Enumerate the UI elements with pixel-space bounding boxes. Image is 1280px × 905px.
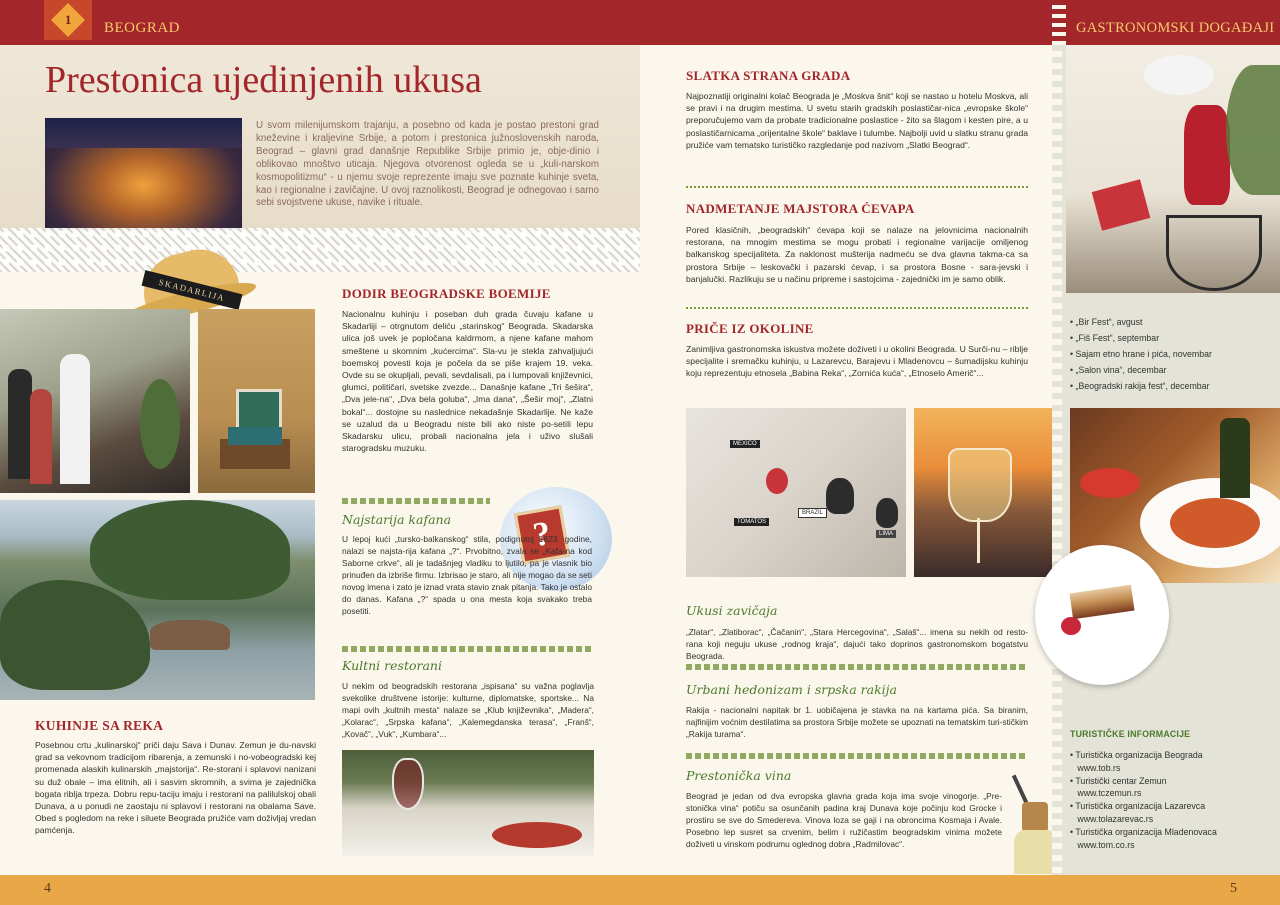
wall-sign-lima: LIMA	[876, 530, 896, 538]
info-item: • Turistička organizacija Beograda www.tob.rs	[1070, 750, 1203, 773]
cevapi-text: Pored klasičnih, „beogradskih“ ćevapa koji se nalaze na jelovnicima nacionalnih restorana, na mnogim mestima se mogu probati i regionalne varijacije omiljenog balkanskog specijaliteta. Za naklonost mušterija nadmeću se dva glavna takma-ca sa prostora Srbije – leskovački i pazarski ćevap, i sa prostora Bosne - sara-jevski i banjalučki. Razlikuju se u načinu pripreme i sastojcima - zajednički im je samo oblik.	[686, 225, 1028, 284]
sidebar-zigzag	[1052, 45, 1062, 875]
page-number-right: 5	[1230, 881, 1237, 896]
okolina-heading: PRIČE IZ OKOLINE	[686, 321, 814, 336]
header-left-title: BEOGRAD	[104, 20, 181, 36]
slatka-text: Najpoznatiji originalni kolač Beograda je „Moskva šnit“ koji se nastao u hotelu Moskva, ali se pravi i na drugim mestima. U svetu starih gradskih poslastičar-nica „evropske škole“ preporučujemo vam da probate tradicionalne poslastice - žito sa šlagom i kesten pire, a u poslastičarnicama „orijentalne škole“ baklave i tulumbe. Najbolji uvid u slatku stranu grada pružiće vam tematsko turističko razgledanje pod nazivom „Slatki Beograd“.	[686, 91, 1029, 150]
wall-sign-mexico: MEXICO	[730, 440, 760, 448]
river-island-photo	[0, 500, 315, 700]
footer-bar	[0, 875, 1280, 905]
najstarija-heading: Najstarija kafana	[342, 512, 452, 527]
restaurant-table-photo	[342, 750, 594, 856]
event-item: • Sajam etno hrane i pića, novembar	[1070, 349, 1212, 359]
section-number: 1	[64, 12, 72, 27]
event-item: • „Fiš Fest“, septembar	[1070, 333, 1160, 343]
info-item: • Turistička organizacija Lazarevca www.tolazarevac.rs	[1070, 801, 1206, 824]
section-number-badge	[44, 0, 92, 40]
hat-band: SKADARLIJA	[142, 270, 243, 310]
wall-sign-tomatos: TOMATOS	[734, 518, 769, 526]
wine-glass-sunset-photo	[914, 408, 1058, 577]
najstarija-text: U lepoj kući „tursko-balkanskog“ stila, podignutoj 1823. godine, nalazi se najsta-rija kafana „?“. Prvobitno, zvala se „Kafa-na kod Saborne crkve“, ali je tadašnjeg vladiku to ljutilo, pa je vlasnik bio prinuđen da izbriše firmu. Izbrisao je staro, ali nije mogao da se seti novog imena i zato je iznad vrata stavio znak pitanja. Tako je ostalo do danas. Kafana „?“ spada u ona mesta koja svakako treba posetiti.	[342, 534, 592, 616]
boemija-heading: DODIR BEOGRADSKE BOEMIJE	[342, 286, 551, 301]
woman-rocking-chair-illustration	[1066, 45, 1280, 293]
dessert-plate-photo	[1035, 545, 1169, 685]
intro-text: U svom milenijumskom trajanju, a posebno od kada je postao prestoni grad kneževine i kraljevine Srbije, a potom i prestonica južnoslovenskih naroda, Beograd – glavni grad današnje Republike Srbije primio je, obje-dinio i oblikovao mnoštvo uticaja. Njegova otvorenost ogleda se u „kuli-narskom kosmopolitizmu“ - u njemu svoje reprezente imaju sve poznate kuhinje sveta, kao i regionalne i zavičajne. U ovoj raznolikosti, Beograd je odnegovao i samo sebi svojstvene ukuse, navike i rituale.	[256, 120, 599, 209]
event-item: • „Bir Fest“, avgust	[1070, 317, 1143, 327]
info-heading: TURISTIČKE INFORMACIJE	[1070, 729, 1191, 739]
reka-text: Posebnou crtu „kulinarskoj“ priči daju Sava i Dunav. Zemun je du-navski grad sa vekovnom tradicijom ribarenja, a zemunski i no-vobeogradski kej promenada alaskih kulinarskih „majstorija“. Re-storani i splavovi nanizani su duž obale – ima elitnih, ali i sasvim skromnih, a svima je zajednička bogata riblja trpeza. Dobru repu-taciju imaju i restorani na palilulskoj obali Dunava, a u ponudi ne zaostaju ni splavovi i restorani na obalama Save. Obed s pogledom na reke i siluete Beograda pružiće vam doživljaj vredan pamćenja.	[35, 740, 316, 836]
restaurant-wall-photo	[686, 408, 906, 577]
question-sign: ?	[514, 505, 570, 565]
divider-dots-1	[686, 186, 1028, 188]
boemija-text: Nacionalnu kuhinju i poseban duh grada čuvaju kafane u Skadarliji – otrgnutom deliću „starinskog“ Beograda. Skadarska ulica još uvek je popločana kaldrmom, a njene kafane mahom smeštene u skomnim „kućercima“. Sla-vu je stekla zahvaljujući boemskoj povesti koja je počela da se piše krajem 19. veka. Ovde su se okupljali, pevali, sevdalisali, pa i lumpovali književnici, glumci, političari, svetske zvezde... Današnje kafane „Tri šešira“, „Dva jele-na“, „Dva bela goluba“, „Ima dana“, „Šešir moj“, „Zlatni bokal“... dostojne su naslednice nekadašnje Skadarlije. Ne kaže se uzalud da u Beogradu niste bili ako niste po-setili lepu Skadarsku ulicu, probali nacionalna jela i uživo slušali starogradsku muzuku.	[342, 309, 593, 454]
info-list	[1070, 749, 1275, 851]
skadarlija-band-photo	[0, 309, 190, 493]
okolina-text: Zanimljiva gastronomska iskustva možete doživeti i u okolini Beograda. U Surči-nu – riblje specijalite i sremačku kuhinju, u Lazarevcu, Barajevu i Mladenovcu – šumadijsku kuhinju koju reprezentuju etnosela „Babina Reka“, „Zornića kuća“, „Etnoselo Američ“...	[686, 344, 1028, 379]
belgrade-night-photo	[45, 118, 242, 230]
divider-wave-1	[342, 498, 490, 504]
divider-dots-2	[686, 307, 1028, 309]
divider-wave-3	[686, 664, 1026, 670]
urbani-heading: Urbani hedonizam i srpska rakija	[686, 682, 897, 697]
reka-heading: KUHINJE SA REKA	[35, 718, 164, 733]
zavicaja-heading: Ukusi zavičaja	[686, 603, 778, 618]
cevapi-heading: NADMETANJE MAJSTORA ĆEVAPA	[686, 201, 915, 216]
kultni-heading: Kultni restorani	[342, 658, 442, 673]
events-list	[1070, 314, 1275, 394]
slatka-heading: SLATKA STRANA GRADA	[686, 68, 851, 83]
info-item: • Turistički centar Zemun www.tczemun.rs	[1070, 775, 1167, 799]
wall-sign-brazil: BRAZIL	[798, 508, 827, 518]
kafana-window-photo	[198, 309, 315, 493]
vina-heading: Prestonička vina	[686, 768, 792, 783]
zavicaja-text: „Zlatar“, „Zlatiborac“, „Čačanin“, „Stara Hercegovina“, „Salaš“... imena su nekih od resto-rana koji neguju ukuse „rodnog kraja“, dajući tako doprinos gastronomskom bogatstvu Beograda.	[686, 627, 1028, 661]
badge-diamond	[51, 3, 85, 37]
urbani-text: Rakija - nacionalni napitak br 1. uobičajena je stavka na na kartama pića. Sa biranim, najfinijim voćnim destilatima sa prostora Srbije možete se upoznati na tematskim turi-stičkim „Rakija turama“.	[686, 705, 1028, 739]
page-number-left: 4	[44, 881, 51, 896]
divider-wave-2	[342, 646, 592, 652]
header-right-title: GASTRONOMSKI DOGAĐAJI	[1076, 20, 1275, 36]
kultni-text: U nekim od beogradskih restorana „ispisana“ su važna poglavlja svekolike društvene istorije: kulturne, diplomatske, sportske... Na mapi ovih „kultnih mesta“ nalaze se „Klub književnika“, „Madera“, „Kolarac“, „Srpska kafana“, „Kalemegdanska terasa“, „Franš“, „Kovač“, „Vuk“, „Kumbara“...	[342, 681, 594, 739]
corkscrew-bottle-photo	[1008, 774, 1058, 874]
lace-strip	[0, 228, 640, 272]
divider-wave-4	[686, 753, 1026, 759]
info-item: • Turistička organizacija Mladenovaca www.tom.co.rs	[1070, 826, 1217, 850]
intro-title: Prestonica ujedinjenih ukusa	[45, 59, 482, 101]
vina-text: Beograd je jedan od dva evropska glavna grada koja ima svoje vinogorje. „Pre-stonička vina“ potiču sa osunčanih padina kraj Dunava koje počinju kod Grocke i prostiru se sve do Smedereva. Vinova loza se gaji i na obroncima Kosmaja i Avale. Posebno lep susret sa crvenim, belim i ružičastim beogradskim vinima možete doživeti u vinskom podrumu oglednog dobra „Radmilovac“.	[686, 791, 1002, 849]
event-item: • „Salon vina“, decembar	[1070, 365, 1167, 375]
event-item: • „Beogradski rakija fest“, decembar	[1070, 381, 1210, 391]
